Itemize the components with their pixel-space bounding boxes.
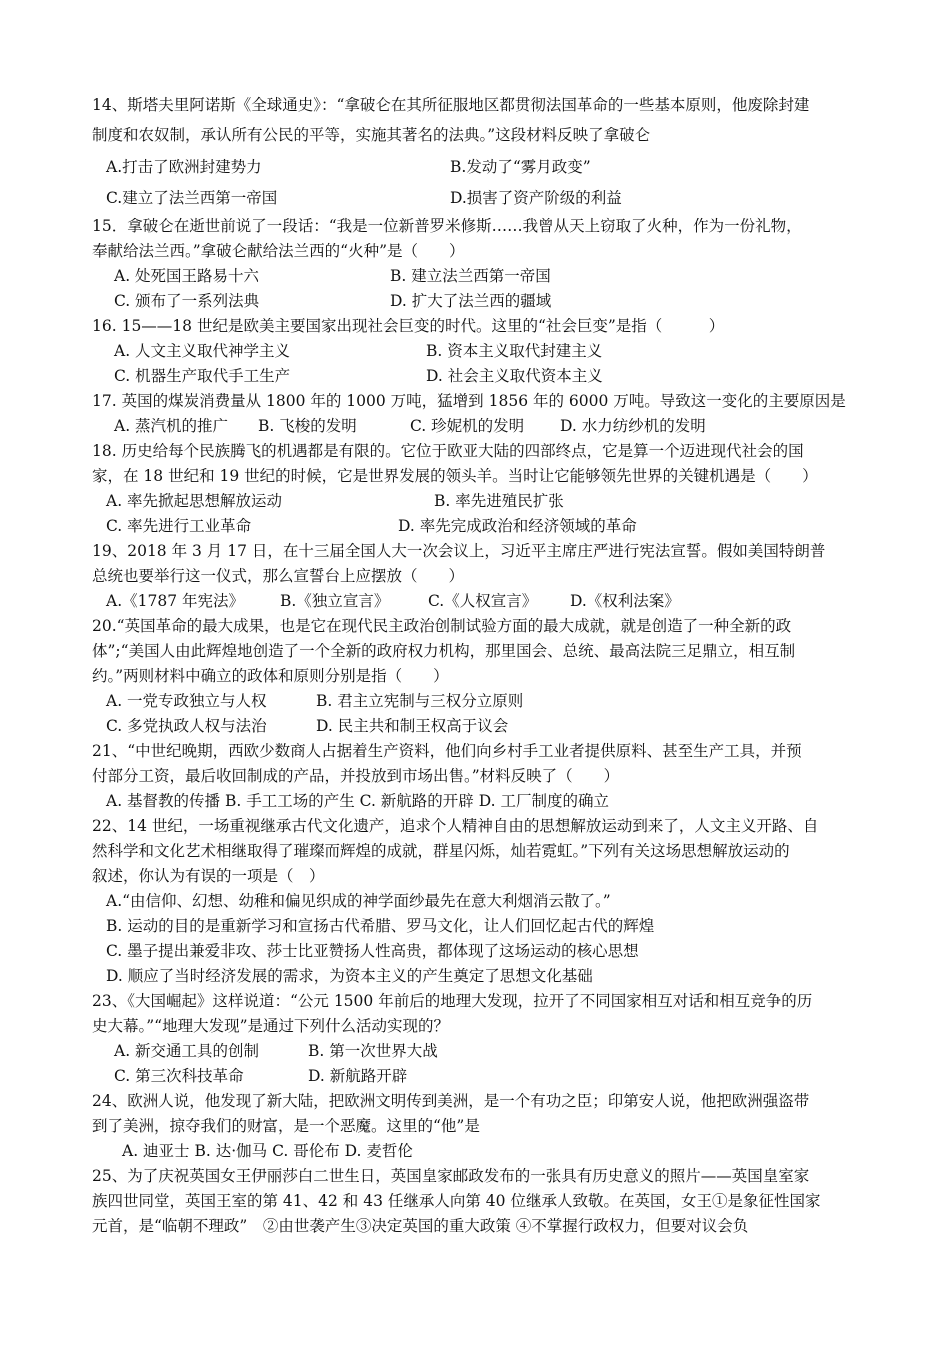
question-stem-line: 约。”两则材料中确立的政体和原则分别是指（ ）	[92, 667, 449, 685]
option-c: C. 墨子提出兼爱非攻、莎士比亚赞扬人性高贵，都体现了这场运动的核心思想	[106, 942, 639, 960]
question-stem-line: 25、为了庆祝英国女王伊丽莎白二世生日，英国皇家邮政发布的一张具有历史意义的照片——英国皇室家	[92, 1167, 810, 1185]
question-stem-line: 18. 历史给每个民族腾飞的机遇都是有限的。它位于欧亚大陆的四部终点，它是算一个迈进现代社会的国	[92, 442, 804, 460]
option-b: B. 建立法兰西第一帝国	[390, 267, 551, 285]
option-d: D.损害了资产阶级的利益	[450, 189, 622, 207]
option-d: D. 新航路开辟	[308, 1067, 408, 1085]
question-23	[92, 989, 862, 1089]
options-row	[92, 914, 862, 939]
question-24	[92, 1089, 862, 1164]
option-b: B. 君主立宪制与三权分立原则	[316, 692, 524, 710]
options-row	[92, 1064, 862, 1089]
option-d: D. 水力纺纱机的发明	[560, 417, 706, 435]
question-25	[92, 1164, 862, 1239]
question-stem-line: 史大幕。”“地理大发现”是通过下列什么活动实现的？	[92, 1017, 450, 1035]
options-row	[92, 964, 862, 989]
question-stem-line: 17. 英国的煤炭消费量从 1800 年的 1000 万吨，猛增到 1856 年的 6000 万吨。导致这一变化的主要原因是	[92, 392, 846, 410]
options-inline: A. 基督教的传播 B. 手工工场的产生 C. 新航路的开辟 D. 工厂制度的确立	[106, 792, 609, 810]
question-19	[92, 539, 862, 614]
options-row	[92, 589, 862, 614]
option-a: A. 新交通工具的创制	[114, 1042, 260, 1060]
question-15	[92, 214, 862, 314]
options-row	[92, 889, 862, 914]
options-row	[92, 1139, 862, 1164]
options-inline: A. 迪亚士 B. 达·伽马 C. 哥伦布 D. 麦哲伦	[122, 1142, 413, 1160]
options-row	[92, 264, 862, 289]
question-stem-line: 奉献给法兰西。”拿破仑献给法兰西的“火种”是（ ）	[92, 242, 465, 260]
exam-page	[92, 88, 862, 1239]
question-stem-line: 到了美洲，掠夺我们的财富，是一个恶魔。这里的“他”是	[92, 1117, 480, 1135]
option-d: D. 顺应了当时经济发展的需求，为资本主义的产生奠定了思想文化基础	[106, 967, 593, 985]
option-a: A. 一党专政独立与人权	[106, 692, 267, 710]
option-c: C. 珍妮机的发明	[410, 417, 525, 435]
option-d: D. 社会主义取代资本主义	[426, 367, 603, 385]
option-a: A. 处死国王路易十六	[114, 267, 260, 285]
question-stem-line: 家，在 18 世纪和 19 世纪的时候，它是世界发展的领头羊。当时让它能够领先世界的关键机遇是（ ）	[92, 467, 818, 485]
option-d: D. 扩大了法兰西的疆域	[390, 292, 552, 310]
options-row	[92, 339, 862, 364]
options-row	[92, 714, 862, 739]
option-b: B.《独立宣言》	[280, 592, 390, 610]
option-b: B.发动了“雾月政变”	[450, 158, 591, 176]
options-row	[92, 689, 862, 714]
question-stem-line: 14、斯塔夫里阿诺斯《全球通史》：“拿破仑在其所征服地区都贯彻法国革命的一些基本原则，他废除封建	[92, 96, 810, 114]
options-row	[92, 289, 862, 314]
option-b: B. 资本主义取代封建主义	[426, 342, 603, 360]
question-stem-line: 20.“英国革命的最大成果，也是它在现代民主政治创制试验方面的最大成就，就是创造了一种全新的政	[92, 617, 792, 635]
option-c: C. 颁布了一系列法典	[114, 292, 260, 310]
option-d: D.《权利法案》	[570, 592, 680, 610]
option-a: A.打击了欧洲封建势力	[106, 158, 262, 176]
question-stem-line: 体”;“美国人由此辉煌地创造了一个全新的政府权力机构，那里国会、总统、最高法院三足鼎立，相互制	[92, 642, 796, 660]
option-c: C. 率先进行工业革命	[106, 517, 252, 535]
option-c: C. 多党执政人权与法治	[106, 717, 267, 735]
question-14	[92, 90, 862, 214]
question-stem-line: 21、“中世纪晚期，西欧少数商人占据着生产资料，他们向乡村手工业者提供原料、甚至生产工具，并预	[92, 742, 802, 760]
options-row	[92, 489, 862, 514]
option-c: C.《人权宣言》	[428, 592, 538, 610]
option-a: A.《1787 年宪法》	[106, 592, 244, 610]
option-a: A. 蒸汽机的推广	[114, 417, 229, 435]
option-b: B. 第一次世界大战	[308, 1042, 438, 1060]
options-row	[92, 364, 862, 389]
option-a: A. 率先掀起思想解放运动	[106, 492, 283, 510]
question-stem-line: 22、14 世纪，一场重视继承古代文化遗产，追求个人精神自由的思想解放运动到来了，人文主义开路、自	[92, 817, 819, 835]
question-21	[92, 739, 862, 814]
question-stem-line: 然科学和文化艺术相继取得了璀璨而辉煌的成就，群星闪烁，灿若霓虹。”下列有关这场思想解放运动的	[92, 842, 790, 860]
options-row	[92, 414, 862, 439]
question-stem-line: 制度和农奴制，承认所有公民的平等，实施其著名的法典。”这段材料反映了拿破仑	[92, 126, 651, 144]
option-c: C. 机器生产取代手工生产	[114, 367, 291, 385]
question-stem-line: 19、2018 年 3 月 17 日，在十三届全国人大一次会议上，习近平主席庄严进行宪法宣誓。假如美国特朗普	[92, 542, 826, 560]
option-c: C. 第三次科技革命	[114, 1067, 244, 1085]
option-b: B. 运动的目的是重新学习和宣扬古代希腊、罗马文化，让人们回忆起古代的辉煌	[106, 917, 655, 935]
option-d: D. 率先完成政治和经济领域的革命	[398, 517, 637, 535]
question-stem-line: 付部分工资，最后收回制成的产品，并投放到市场出售。”材料反映了（ ）	[92, 767, 620, 785]
question-22	[92, 814, 862, 989]
question-stem-line: 元首，是“临朝不理政” ②由世袭产生③决定英国的重大政策 ④不掌握行政权力，但要对议会负	[92, 1217, 749, 1235]
question-stem-line: 族四世同堂，英国王室的第 41、42 和 43 任继承人向第 40 位继承人致敬。在英国，女王①是象征性国家	[92, 1192, 821, 1210]
question-stem-line: 叙述，你认为有误的一项是（ ）	[92, 867, 325, 885]
options-row	[92, 789, 862, 814]
option-b: B. 飞梭的发明	[258, 417, 357, 435]
option-a: A. 人文主义取代神学主义	[114, 342, 291, 360]
option-c: C.建立了法兰西第一帝国	[106, 189, 278, 207]
question-stem-line: 总统也要举行这一仪式，那么宣誓台上应摆放（ ）	[92, 567, 465, 585]
question-16	[92, 314, 862, 389]
question-17	[92, 389, 862, 439]
question-stem-line: 24、欧洲人说，他发现了新大陆，把欧洲文明传到美洲，是一个有功之臣；印第安人说，他把欧洲强盗带	[92, 1092, 810, 1110]
options-row	[92, 183, 862, 214]
options-row	[92, 1039, 862, 1064]
question-20	[92, 614, 862, 739]
question-stem-line: 23、《大国崛起》这样说道：“公元 1500 年前后的地理大发现，拉开了不同国家相互对话和相互竞争的历	[92, 992, 813, 1010]
option-b: B. 率先进殖民扩张	[434, 492, 564, 510]
option-a: A.“由信仰、幻想、幼稚和偏见织成的神学面纱最先在意大利烟消云散了。”	[106, 892, 611, 910]
option-d: D. 民主共和制王权高于议会	[316, 717, 509, 735]
options-row	[92, 152, 862, 183]
question-stem-line: 15．拿破仑在逝世前说了一段话：“我是一位新普罗米修斯……我曾从天上窃取了火种，作为一份礼物，	[92, 217, 802, 235]
options-row	[92, 514, 862, 539]
options-row	[92, 939, 862, 964]
question-18	[92, 439, 862, 539]
question-stem-line: 16. 15——18 世纪是欧美主要国家出现社会巨变的时代。这里的“社会巨变”是指（ ）	[92, 317, 725, 335]
